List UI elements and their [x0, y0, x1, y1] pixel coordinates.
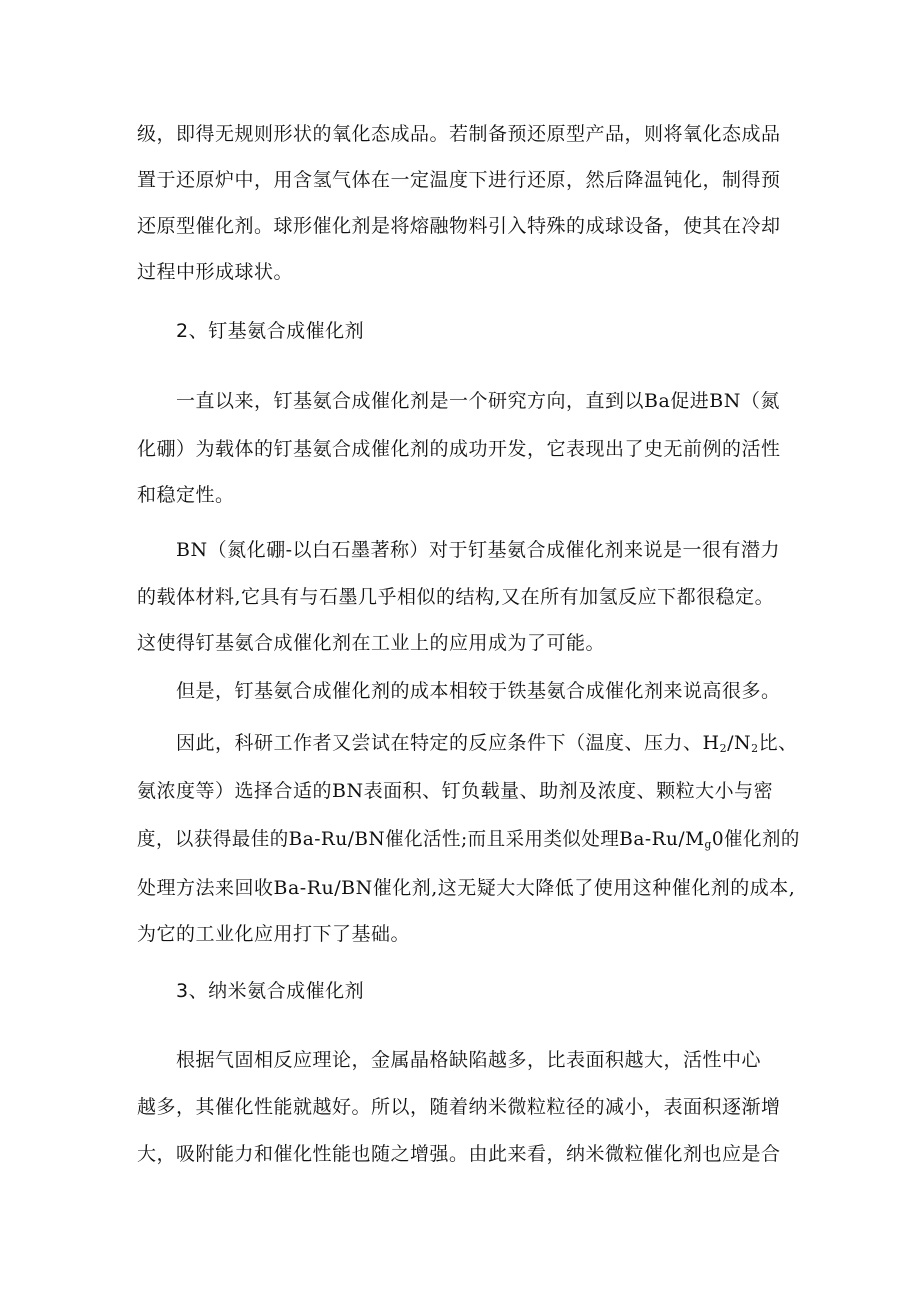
paragraph-line: [137, 827, 800, 851]
paragraph-line: 为它的工业化应用打下了基础。: [137, 923, 411, 945]
text-run: 0催化剂的: [711, 828, 800, 850]
paragraph-line: 和稳定性。: [137, 484, 235, 506]
paragraph-line: 的载体材料,它具有与石墨几乎相似的结构,又在所有加氢反应下都很稳定。: [137, 586, 775, 608]
text-run: 因此，科研工作者又尝试在特定的反应条件下（温度、压力、H: [176, 732, 720, 754]
paragraph-line: 过程中形成球状。: [137, 261, 294, 283]
paragraph-line: 氨浓度等）选择合适的BN表面积、钉负载量、助剂及浓度、颗粒大小与密: [137, 780, 774, 802]
paragraph-line: 处理方法来回收Ba-Ru/BN催化剂,这无疑大大降低了使用这种催化剂的成本,: [137, 877, 796, 899]
text-run: 度，以获得最佳的Ba-Ru/BN催化活性;而且采用类似处理Ba-Ru/M: [137, 828, 705, 850]
paragraph-line: 级，即得无规则形状的氧化态成品。若制备预还原型产品，则将氧化态成品: [137, 123, 781, 145]
paragraph-line: 大，吸附能力和催化性能也随之增强。由此来看，纳米微粒催化剂也应是合: [137, 1143, 781, 1165]
paragraph-line: 这使得钉基氨合成催化剂在工业上的应用成为了可能。: [137, 632, 606, 654]
section-heading: 3、纳米氨合成催化剂: [176, 980, 365, 1002]
paragraph-line: [176, 731, 798, 755]
subscript: 2: [719, 742, 728, 755]
paragraph-line: 化硼）为载体的钉基氨合成催化剂的成功开发，它表现出了史无前例的活性: [137, 438, 781, 460]
subscript: g: [704, 838, 712, 851]
paragraph-line: 还原型催化剂。球形催化剂是将熔融物料引入特殊的成球设备，使其在冷却: [137, 215, 781, 237]
paragraph-line: 越多，其催化性能就越好。所以，随着纳米微粒粒径的减小，表面积逐渐增: [137, 1096, 781, 1118]
text-run: 比、: [758, 732, 798, 754]
section-heading: 2、钉基氨合成催化剂: [176, 320, 365, 342]
paragraph-line: 置于还原炉中，用含氢气体在一定温度下进行还原，然后降温钝化，制得预: [137, 169, 781, 191]
subscript: 2: [751, 742, 759, 755]
paragraph-line: 但是，钉基氨合成催化剂的成本相较于铁基氨合成催化剂来说高很多。: [176, 680, 781, 702]
paragraph-line: 根据气固相反应理论，金属晶格缺陷越多，比表面积越大，活性中心: [176, 1049, 762, 1071]
text-run: /N: [727, 732, 752, 754]
paragraph-line: BN（氮化硼-以白石墨著称）对于钉基氨合成催化剂来说是一很有潜力: [176, 539, 781, 561]
paragraph-line: 一直以来，钉基氨合成催化剂是一个研究方向，直到以Ba促进BN（氮: [176, 390, 780, 412]
